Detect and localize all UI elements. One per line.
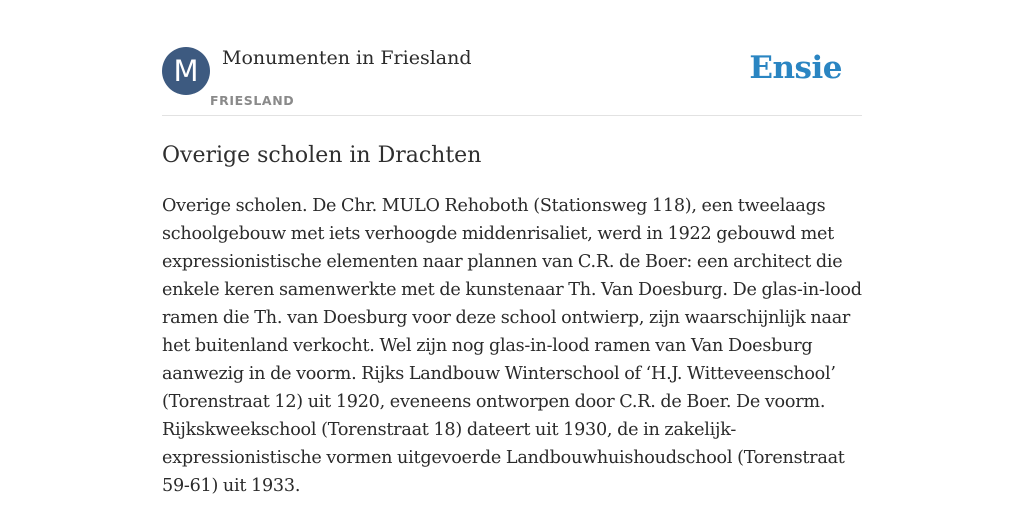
article-card (162, 46, 862, 500)
article-title: Overige scholen in Drachten (162, 143, 482, 168)
collection-subtitle[interactable]: FRIESLAND (210, 93, 295, 108)
avatar[interactable]: M (162, 47, 210, 95)
brand-logo[interactable]: Ensie (749, 50, 842, 86)
article-body: Overige scholen. De Chr. MULO Rehoboth (Stationsweg 118), een tweelaags schoolgebouw met iets verhoogde middenrisaliet, werd in 1922 gebouwd met expressionistische elementen naar plannen van C.R. de Boer: een architect die enkele keren samenwerkte met de kunstenaar Th. Van Doesburg. De glas-in-lood ramen die Th. van Doesburg voor deze school ontwierp, zijn waarschijnlijk naar het buitenland verkocht. Wel zijn nog glas-in-lood ramen van Van Doesburg aanwezig in de voorm. Rijks Landbouw Winterschool of ‘H.J. Witteveenschool’ (Torenstraat 12) uit 1920, eveneens ontworpen door C.R. de Boer. De voorm. Rijkskweekschool (Torenstraat 18) dateert uit 1930, de in zakelijk-expressionistische vormen uitgevoerde Landbouwhuishoudschool (Torenstraat 59-61) uit 1933. (162, 196, 862, 496)
card-header (162, 46, 862, 116)
collection-title[interactable]: Monumenten in Friesland (222, 47, 472, 69)
